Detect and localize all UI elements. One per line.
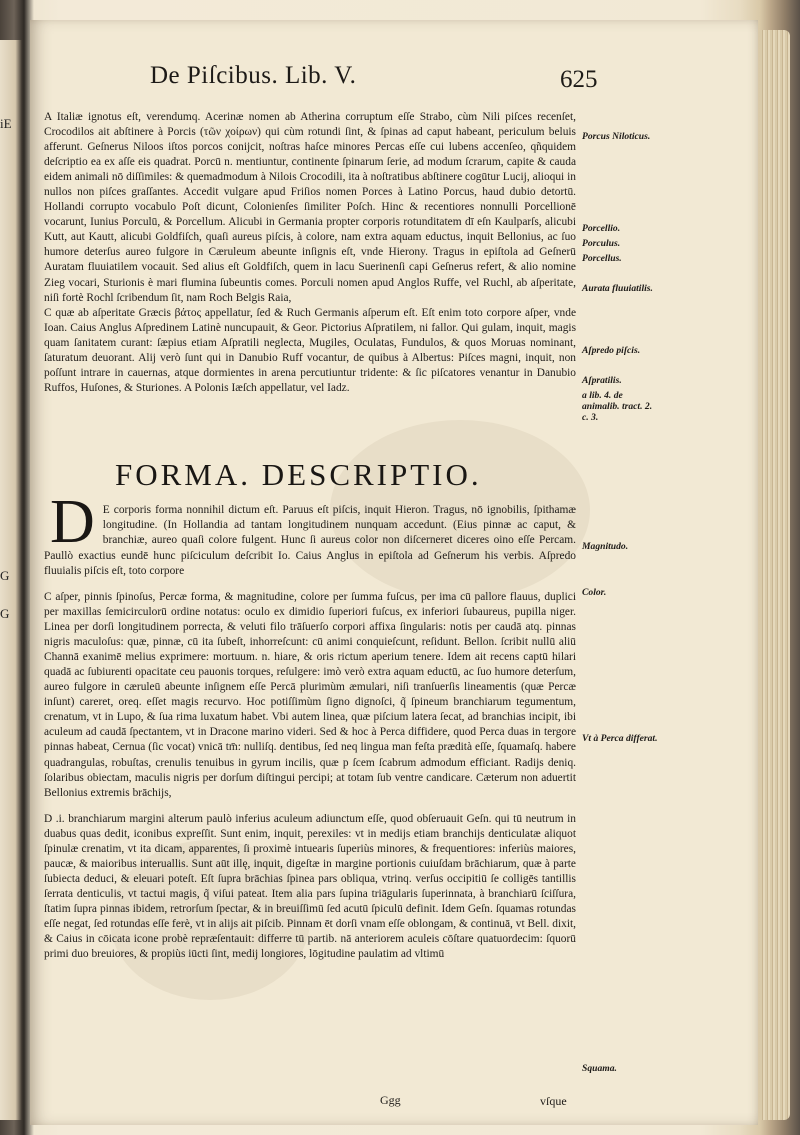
paragraph-d2: D .i. branchiarum margini alterum paulò inferius aculeum adiunctum eſſe, quod obſeruauit Geſn. qui tū neutrum in duabus quas dedit, iconibus expreſſit. Sunt enim, inquit, perexiles: vt in medijs etiam branchijs denticulatæ aliquot ſpinulæ crenatim, vt ita dicam, apparentes, ſi proximè intuearis ſuperiùs minores, & frequentiores: inferiùs maiores, paucæ, & maioribus interuallis. Sunt aūt illę, inquit, digeſtæ in margine portionis cuiuſdam brāchiarum, quæ à parte ſubiecta deduci, & eleuari poteſt. Eſt ſupra brāchias ſpinea pars obliqua, vtrinq. verſus occipitiū ſe colligēs tantillis ſerrata denticulis, vt tactui magis, q̃ viſui pateat. Item alia pars ſupina triāgularis ſuperinnata, à branchiarū ſciſſura, ſtatim ſupra pinnas ibidem, retrorſum ſpectar, & in breuiſſimū ſed acutū ſpiculū definit. Idem Geſn. ſquamas rotundas eſſe negat, ſed rotundas eſſe ferè, vt in alijs ait piſcib. Pinnam ēt dorſi vnam eſſe oblongam, & continuā, vt Bell. dixit, & Caius in cōicata icone probè repræſentauit: differre tū partib. nā anteriorem aculeis cōſtare quatuordecim: ſquorū primi duo breuiores, & propiùs iūcti ſint, medij longiores, lōgitudine paulatim ad vltimū (44, 813, 576, 961)
previous-page-edge (0, 40, 22, 1120)
running-head-title: De Piſcibus. Lib. V. (150, 62, 357, 89)
margin-note: a lib. 4. de animalib. tract. 2. c. 3. (582, 390, 653, 423)
margin-note: Porcellus. (582, 253, 622, 264)
margin-note: Squama. (582, 1063, 617, 1074)
paragraph-a: A Italiæ ignotus eſt, verendumq. Acerinæ nomen ab Atherina corruptum eſſe Strabo, cùm Nili piſces recenſet, Crocodilos ait abſtinere à Porcis (τῶν χοίρων) qui cùm rotundi ſint, & ſpinas ad caput habeant, periculum beluis afferunt. Geſnerus Niloos iſtos porcos conijcit, noſtras haſce minores Percas eſſe cui lubens accenſeo, qñquidem deſcriptio ea ex aſſe eis quadrat. Porcū n. mentiuntur, continente ſpinarum ſerie, ad modum ſcrarum, capite & cauda eidem animali nō diſſimiles: & quemadmodum à Nilois Crocodili, ita à noſtratibus abſtinere cogūtur Lucij, alioqui in nullos non piſces graſſantes. Accedit vulgare apud Friſios nomen Porces à Latino Porcus, haud dubio detortū. Hollandi corrupto vocabulo Poſt dicunt, Colonienſes ſimiliter Poſch. Hinc & recentiores nonnulli Porcellionē vocarunt, Iunius Porculū, & Porcellum. Alicubi in Germania propter corporis rotunditatem dī eſn Kaulparſs, alicubi Kutt, aut Kautt, alicubi Goldfiſch, quaſi aureus piſcis, à colore, nam extra aquam eductus, inquit Bellonius, ac ſuo humore deterſus aureo fulgore in Cæruleum abeunte inſignis eſt, vnde Hierony. Tragus in epiſtola ad Geſnerū Auratam fluuiatilem vocauit. Sed alius eſt Goldfiſch, quem in lacu Suerinenſi capi Geſnerus refert, & alio nomine Zieg vocari, Sturionis è mari flumina ſubeuntis comes. Porculi nomen apud Anglos Ruffe, vel Ruchl, ab aſperitate, niſi fortè Rochl ſcribendum ſit, nam Roch Belgis Raia, (44, 111, 576, 304)
margin-note: Magnitudo. (582, 541, 629, 552)
margin-note: Aſpratilis. (582, 375, 622, 386)
paragraph-c: C quæ ab aſperitate Græcis βάτος appellatur, ſed & Ruch Germanis aſperum eſt. Eſt enim toto corpore aſper, vnde Ioan. Caius Anglus Aſpredinem Latinè nuncupauit, & Geor. Pictorius Aſpratilem, ni fallor. Qui gulam, inquit, magis quam ſanitatem curant: ſæpius etiam Aſpratili neglecta, Mugiles, Oculatas, Fundulos, & quos Moruas nominant, ſaturatum deuorant. Alij verò ſunt qui in Danubio Ruff vocantur, de quibus à Albertus: Piſces magni, inquit, non poſſunt intrare in cauernas, atque dormientes in arena percutiuntur tridente: & ſic piſcatores venantur in Danubio Ruffos, Huſones, & Sturiones. A Polonis Iæſch appellatur, vel Iadz. (44, 306, 576, 394)
text-block-top (44, 110, 576, 396)
left-margin-fragment: G (0, 606, 10, 621)
margin-note: Vt à Perca differat. (582, 733, 658, 744)
drop-capital: D (50, 488, 95, 556)
section-heading: FORMA. DESCRIPTIO. (115, 457, 482, 492)
paragraph-c2: C aſper, pinnis ſpinoſus, Percæ forma, & magnitudine, colore per ſumma fuſcus, per ima cū pallore flauus, duplici per maxillas ſemicirculorū ordine notatus: oculo ex dimidio ſuperiori fuſcus, ex inferiori ſubaureus, pupilla niger. Linea per dorſi longitudinem porrecta, & veluti filo trāſuerſo corpori affixa ſingularis: notis per caudā atq. pinnas nigris maculoſus: quæ, pinnæ, cū ita ſubeſt, inhorreſcunt: cū animi conquieſcunt, reſidunt. Bellon. ſcribit nullū aliū Channā exanimē melius exprimere: mortuum. n. hiare, & oris rictum aperium tenere. Idem ait recens captū hilari quadā ac ſubiurenti opacitate ceu pauonis torques, reſulgere: imò verò extra aquam eductū, ac ſuo humore deterſum, aureo fulgore in cæruleū abeunte inſignem eſſe Percā plurimùm æmulari, niſi tranſuerſis lineamentis (quæ Percæ inſunt) careret, oreq. eſſet magis recurvo. Hoc potiſſimùm ſigno dignoſci, q̃ ſpineum branchiarum tegumentum, crenatum, vt in Lupo, & ſua rima luxatum habet. Vbi autem linea, quæ piſcium latera ſecat, ad branchias incipit, ibi aculeum ad caudā ſpectantem, vt in Dracone marino videri. Sed & hoc à Perca diffidere, quod Perca duas in tergore pinnas habeat, Cernua (ſic vocat) vnicā tm̄: nulliſq. dentibus, ſed neq lingua man feſta prædità eſſe, ſquamaſq. habere quadrangulas, robuſtas, crenulis tenuibus in gyrum incilis, quæ p ſcem ſcabrum admodum efficiant. Radijs deniq. ſolaribus obiectam, maculis nigris per dorſum diſtingui percipi; at totam ſub ventre candicare. Cæterum non aduertit Bellonius extremis brāchijs, (44, 591, 576, 799)
paragraph-d-first: E corporis forma nonnihil dictum eſt. Paruus eſt piſcis, inquit Hieron. Tragus, nō ignobilis, ſpithamæ longitudine. (In Hollandia ad tantam longitudinem nunquam accedunt. (Eius pinnæ ac caput, & branchiæ, aureo quaſi colore fulgent. Hunc ſi aureus color non diſcerneret diceres oino eſſe Percam. Paullò exactius eundē hunc piſciculum deſcribit Io. Caius Anglus in epiſtola ad Geſnerum his verbis. Aſpredo fluuialis piſcis eſt, toto corpore (44, 504, 576, 577)
page-number: 625 (560, 66, 598, 93)
signature-mark: Ggg (380, 1093, 401, 1107)
running-head (150, 62, 590, 90)
margin-note: Porculus. (582, 238, 621, 249)
margin-note: Aſpredo piſcis. (582, 345, 641, 356)
text-block-bottom (44, 488, 576, 974)
left-margin-fragment: G (0, 568, 10, 583)
margin-note: Color. (582, 587, 607, 598)
margin-note: Porcus Niloticus. (582, 131, 651, 142)
left-margin-fragment: iE (0, 116, 12, 131)
margin-note: Aurata fluuiatilis. (582, 283, 653, 294)
page-block-edge (760, 30, 790, 1120)
margin-note: Porcellio. (582, 223, 621, 234)
catchword: vſque (540, 1094, 567, 1108)
